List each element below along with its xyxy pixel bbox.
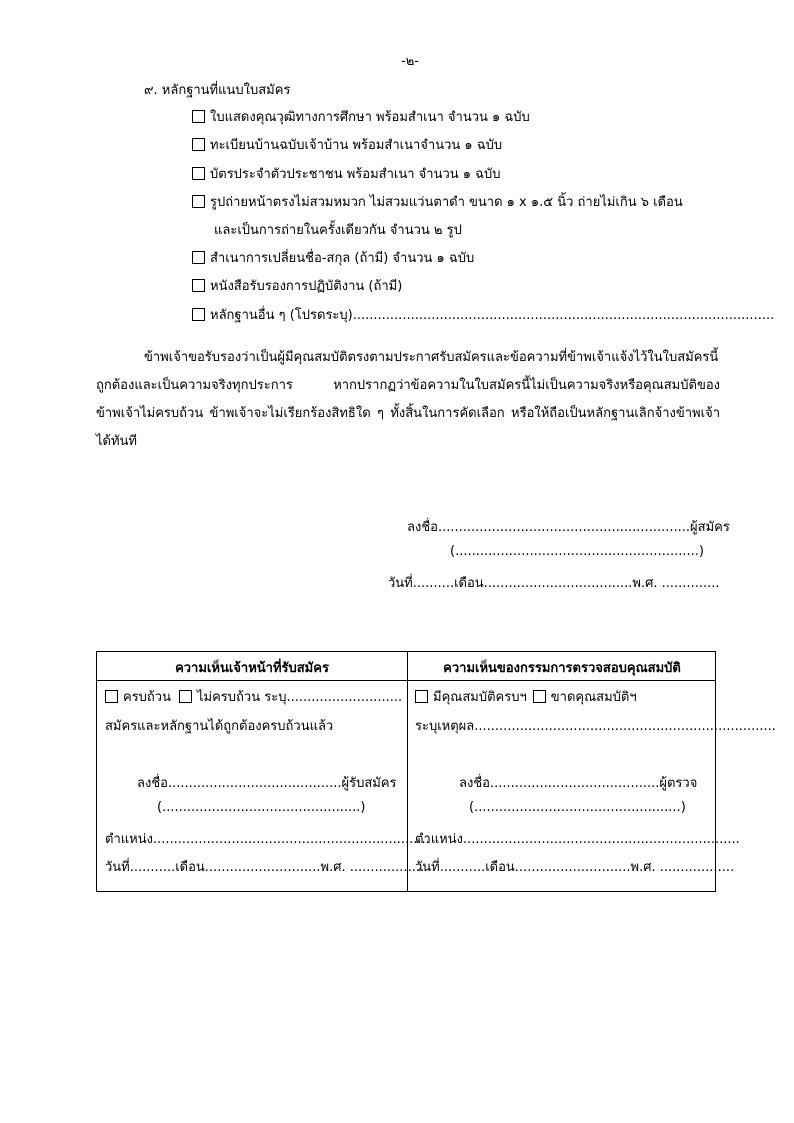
- registrar-note: สมัครและหลักฐานได้ถูกต้องครบถ้วนแล้ว: [105, 719, 334, 734]
- complete-label: ครบถ้วน: [123, 690, 171, 705]
- header-divider: [97, 680, 715, 681]
- applicant-signature-line: ลงชื่อ.............................................................ผู้สมัคร: [407, 520, 730, 535]
- attachment-item[interactable]: [192, 134, 502, 155]
- attachment-item[interactable]: [192, 163, 501, 184]
- committee-signature-line: ลงชื่อ.........................................ผู้ตรวจ: [459, 776, 698, 791]
- committee-name-line: (..................................................): [469, 800, 686, 815]
- checkbox[interactable]: [192, 308, 205, 321]
- checkbox[interactable]: [192, 195, 205, 208]
- checkbox[interactable]: [192, 251, 205, 264]
- checkbox[interactable]: [192, 110, 205, 123]
- attachments-title: ๙. หลักฐานที่แนบใบสมัคร: [144, 83, 291, 98]
- attachment-label: หลักฐานอื่น ๆ (โปรดระบุ)......................................................................................................: [210, 308, 775, 323]
- attachment-item-continuation: และเป็นการถ่ายในครั้งเดียวกัน จำนวน ๒ รูป: [214, 223, 462, 238]
- declaration-paragraph: ข้าพเจ้าขอรับรองว่าเป็นผู้มีคุณสมบัติตรงตามประกาศรับสมัครและข้อความที่ข้าพเจ้าแจ้งไว้ในใบสมัครนี้ถูกต้องและเป็นความจริงทุกประการ หากปรากฏว่าข้อความในใบสมัครนี้ไม่เป็นความจริงหรือคุณสมบัติของข้าพเจ้าไม่ครบถ้วน ข้าพเจ้าจะไม่เรียกร้องสิทธิใด ๆ ทั้งสิ้นในการคัดเลือก หรือให้ถือเป็นหลักฐานเลิกจ้างข้าพเจ้าได้ทันที: [96, 350, 720, 449]
- attachment-item[interactable]: [192, 304, 774, 325]
- unqualified-label: ขาดคุณสมบัติฯ: [550, 690, 637, 705]
- checkbox[interactable]: [192, 279, 205, 292]
- incomplete-label: ไม่ครบถ้วน ระบุ............................: [197, 690, 403, 705]
- complete-checkbox[interactable]: [105, 690, 118, 703]
- attachment-label: หนังสือรับรองการปฏิบัติงาน (ถ้ามี): [210, 279, 403, 294]
- committee-options: [415, 686, 637, 707]
- attachment-label: สำเนาการเปลี่ยนชื่อ-สกุล (ถ้ามี) จำนวน ๑ ฉบับ: [210, 251, 475, 266]
- attachment-label: รูปถ่ายหน้าตรงไม่สวมหมวก ไม่สวมแว่นตาดำ ขนาด ๑ x ๑.๕ นิ้ว ถ่ายไม่เกิน ๖ เดือน: [210, 195, 683, 210]
- attachment-label: ใบแสดงคุณวุฒิทางการศึกษา พร้อมสำเนา จำนวน ๑ ฉบับ: [210, 110, 530, 125]
- committee-reason-line: ระบุเหตุผล.........................................................................: [415, 719, 776, 734]
- page-number: -๒-: [401, 54, 419, 69]
- qualified-label: มีคุณสมบัติครบฯ: [433, 690, 527, 705]
- incomplete-checkbox[interactable]: [179, 690, 192, 703]
- checkbox[interactable]: [192, 167, 205, 180]
- attachment-item[interactable]: [192, 275, 402, 296]
- unqualified-checkbox[interactable]: [533, 690, 546, 703]
- attachment-item[interactable]: [192, 106, 530, 127]
- registrar-signature-line: ลงชื่อ..........................................ผู้รับสมัคร: [137, 776, 397, 791]
- registrar-options: [105, 686, 402, 707]
- registrar-opinion-header: ความเห็นเจ้าหน้าที่รับสมัคร: [175, 661, 329, 676]
- registrar-name-line: (................................................): [157, 800, 366, 815]
- review-table: [96, 651, 776, 892]
- applicant-name-line: (...........................................................): [450, 544, 704, 559]
- checkbox[interactable]: [192, 138, 205, 151]
- applicant-date-line: วันที่..........เดือน....................................พ.ศ. ..............: [388, 576, 720, 591]
- attachment-item[interactable]: [192, 191, 683, 212]
- attachment-label: ทะเบียนบ้านฉบับเจ้าบ้าน พร้อมสำเนาจำนวน ๑ ฉบับ: [210, 138, 503, 153]
- registrar-position-line: ตำแหน่ง...................................................................: [105, 832, 430, 847]
- attachment-item[interactable]: [192, 247, 474, 268]
- committee-opinion-header: ความเห็นของกรรมการตรวจสอบคุณสมบัติ: [443, 661, 681, 676]
- committee-position-line: ตำแหน่ง...................................................................: [415, 832, 740, 847]
- qualified-checkbox[interactable]: [415, 690, 428, 703]
- attachment-label: บัตรประจำตัวประชาชน พร้อมสำเนา จำนวน ๑ ฉบับ: [210, 167, 501, 182]
- committee-date-line: วันที่...........เดือน............................พ.ศ. ..................: [415, 860, 735, 875]
- registrar-date-line: วันที่...........เดือน............................พ.ศ. ..................: [105, 860, 425, 875]
